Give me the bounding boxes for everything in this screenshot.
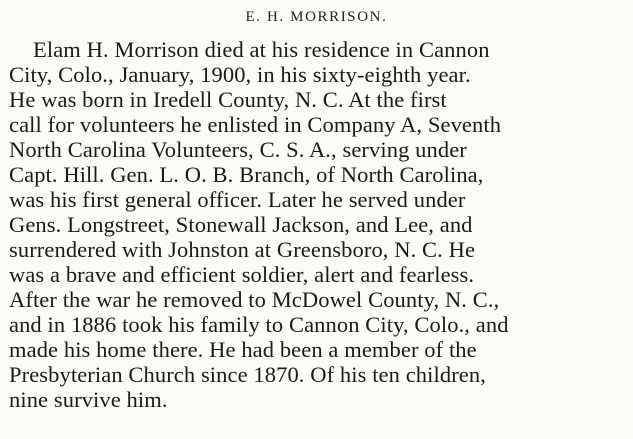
paragraph-line: made his home there. He had been a member of the — [9, 337, 477, 362]
paragraph-line: Elam H. Morrison died at his residence in Cannon — [33, 37, 490, 62]
paragraph-line: City, Colo., January, 1900, in his sixty-eighth year. — [9, 62, 471, 87]
paragraph-line: Capt. Hill. Gen. L. O. B. Branch, of North Carolina, — [9, 162, 484, 187]
paragraph-line: call for volunteers he enlisted in Company A, Seventh — [9, 112, 502, 137]
paragraph-line: and in 1886 took his family to Cannon City, Colo., and — [9, 312, 509, 337]
paragraph-line: Gens. Longstreet, Stonewall Jackson, and Lee, and — [9, 212, 473, 237]
paragraph-line: was his first general officer. Later he served under — [9, 187, 466, 212]
paragraph-line: After the war he removed to McDowel County, N. C., — [9, 287, 500, 312]
paragraph-line: North Carolina Volunteers, C. S. A., serving under — [9, 137, 467, 162]
paragraph-line: He was born in Iredell County, N. C. At the first — [9, 87, 447, 112]
paragraph-line: surrendered with Johnston at Greensboro, N. C. He — [9, 237, 476, 262]
paragraph-line: nine survive him. — [9, 387, 168, 412]
paragraph-line: was a brave and efficient soldier, alert and fearless. — [9, 262, 475, 287]
paragraph-line: Presbyterian Church since 1870. Of his ten children, — [9, 362, 486, 387]
article-heading: E. H. MORRISON. — [245, 9, 388, 25]
